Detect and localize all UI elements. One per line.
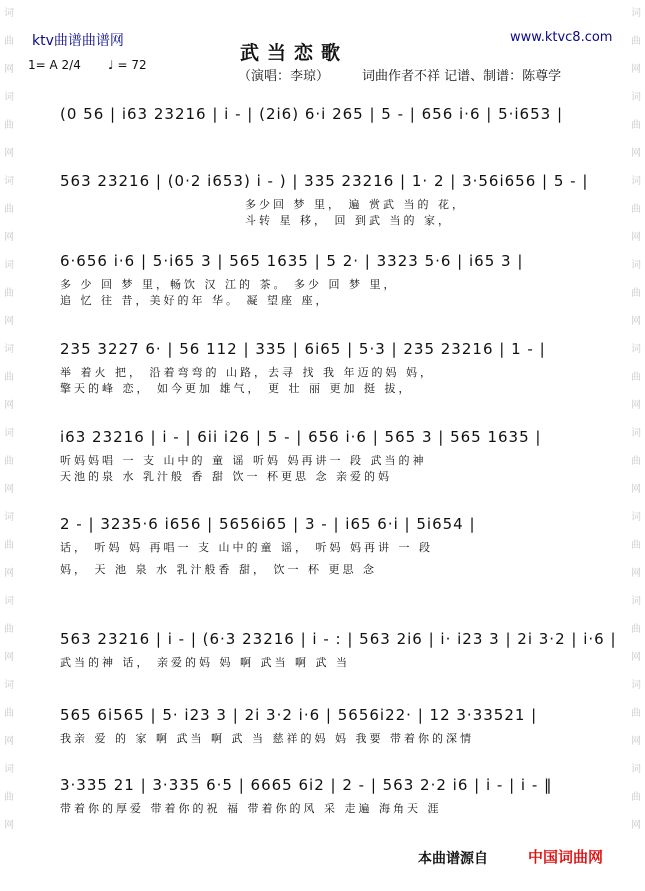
lyrics-line: 天池的泉 水 乳汁般 香 甜 饮一 杯更思 念 亲爱的妈 <box>60 470 392 483</box>
notes-line: 2 - | 3235·6 i656 | 5656i65 | 3 - | i65 6·i | 5i654 | <box>60 515 476 533</box>
tempo-marking: ♩ = 72 <box>108 58 147 72</box>
source-label: 本曲谱源自 <box>418 851 488 867</box>
notes-line: (0 56 | i63 23216 | i - | (2i6) 6·i 265 | 5 - | 656 i·6 | 5·i653 | <box>60 105 564 123</box>
notes-line: 3·335 21 | 3·335 6·5 | 6665 6i2 | 2 - | 563 2·2 i6 | i - | i - ‖ <box>60 776 553 794</box>
lyrics-line: 斗转 星 移， 回 到武 当的 家， <box>245 214 452 227</box>
score-row <box>60 706 605 746</box>
key-signature: 1= A 2/4 <box>28 58 81 72</box>
right-watermark: 词曲网 词曲网 词曲网 词曲网 词曲网 词曲网 词曲网 词曲网 词曲网 词曲网 <box>631 8 641 831</box>
lyrics-line: 话， 听妈 妈 再唱一 支 山中的童 谣， 听妈 妈再讲 一 段 <box>60 541 433 554</box>
lyrics-line: 带着你的厚爱 带着你的祝 福 带着你的风 采 走遍 海角天 涯 <box>60 802 442 815</box>
notes-line: 235 3227 6· | 56 112 | 335 | 6i65 | 5·3 | 235 23216 | 1 - | <box>60 340 546 358</box>
song-title: 武当恋歌 <box>240 42 349 64</box>
notes-line: 563 23216 | (0·2 i653) i - ) | 335 23216 | 1· 2 | 3·56i656 | 5 - | <box>60 172 589 190</box>
notes-line: i63 23216 | i - | 6ii i26 | 5 - | 656 i·6 | 565 3 | 565 1635 | <box>60 428 542 446</box>
score-row <box>60 515 605 577</box>
lyrics-line: 擎天的峰 恋， 如今更加 雄气， 更 壮 丽 更加 挺 拔， <box>60 382 413 395</box>
lyrics-line: 多少回 梦 里， 遍 赏武 当的 花， <box>245 198 466 211</box>
notes-line: 563 23216 | i - | (6·3 23216 | i - : | 563 2i6 | i· i23 3 | 2i 3·2 | i·6 | <box>60 630 617 648</box>
notes-line: 565 6i565 | 5· i23 3 | 2i 3·2 i·6 | 5656i22· | 12 3·33521 | <box>60 706 538 724</box>
site-link-left[interactable]: ktv曲谱曲谱网 <box>32 33 124 49</box>
score-row <box>60 252 605 308</box>
score-row <box>60 340 605 396</box>
lyrics-line: 听妈妈唱 一 支 山中的 童 谣 听妈 妈再讲一 段 武当的神 <box>60 454 427 467</box>
score-row <box>60 776 605 816</box>
site-link-right[interactable]: www.ktvc8.com <box>510 30 613 45</box>
singer-label: （演唱：李琼） <box>238 69 330 84</box>
notes-line: 6·656 i·6 | 5·i65 3 | 565 1635 | 5 2· | 3323 5·6 | i65 3 | <box>60 252 524 270</box>
score-row <box>60 630 617 670</box>
score-row <box>60 172 605 228</box>
credits-label: 词曲作者不祥 记谱、制谱：陈尊学 <box>362 69 562 84</box>
left-watermark: 词曲网 词曲网 词曲网 词曲网 词曲网 词曲网 词曲网 词曲网 词曲网 词曲网 <box>4 8 14 831</box>
lyrics-line: 多 少 回 梦 里，畅饮 汉 江的 茶。 多少 回 梦 里， <box>60 278 398 291</box>
lyrics-line: 妈， 天 池 泉 水 乳汁般香 甜， 饮一 杯 更思 念 <box>60 563 377 576</box>
brand-link[interactable]: 中国词曲网 <box>528 848 604 866</box>
lyrics-line: 武当的神 话， 亲爱的妈 妈 啊 武当 啊 武 当 <box>60 656 350 669</box>
lyrics-line: 举 着火 把， 沿着弯弯的 山路，去寻 找 我 年迈的妈 妈， <box>60 366 434 379</box>
score-row <box>60 428 605 484</box>
lyrics-line: 我亲 爱 的 家 啊 武当 啊 武 当 慈祥的妈 妈 我要 带着你的深情 <box>60 732 474 745</box>
score-row <box>60 105 605 123</box>
lyrics-line: 追 忆 往 昔，美好的年 华。 凝 望座 座， <box>60 294 330 307</box>
